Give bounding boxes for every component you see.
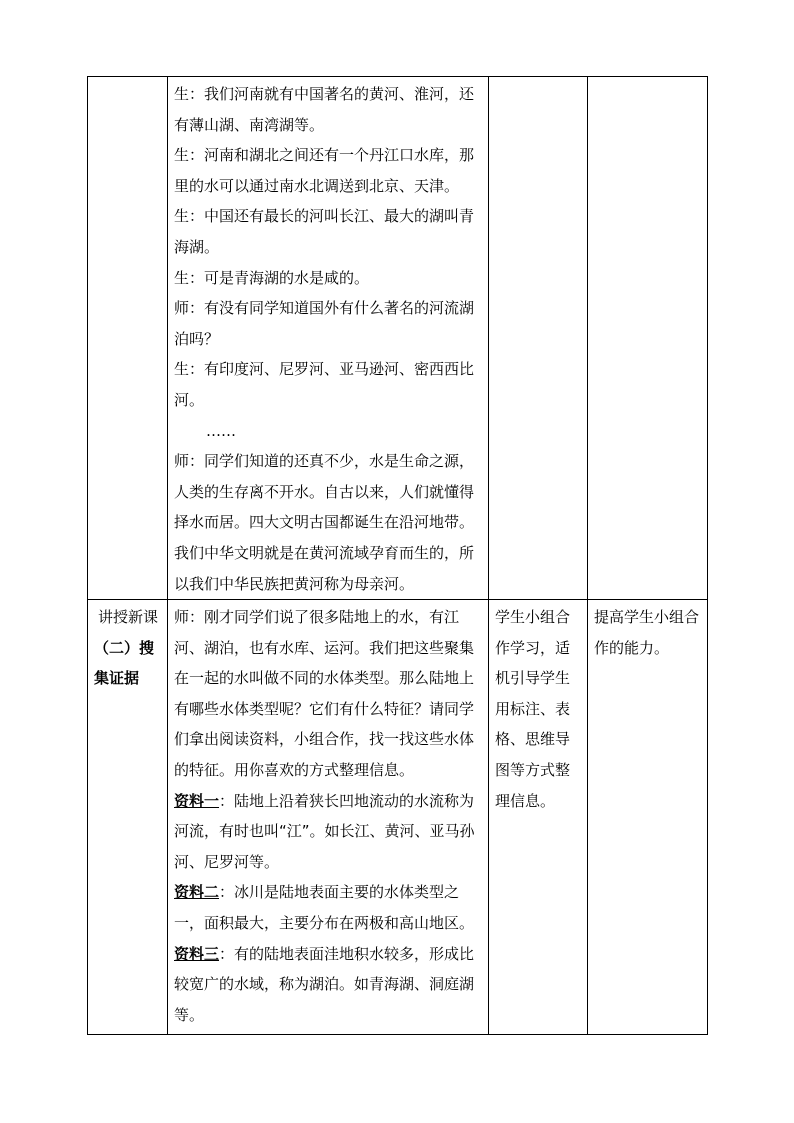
material-label: 资料三 [174,944,220,963]
stage-title: 讲授新课 [97,608,158,627]
material-label: 资料二 [174,883,220,902]
teacher-intro: 师：刚才同学们说了很多陆地上的水，有江河、湖泊，也有水库、运河。我们把这些聚集在一起的水叫做不同的水体类型。那么陆地上有哪些水体类型呢？它们有什么特征？请同学们拿出阅读资料，小组合作，找一找这些水体的特征。用你喜欢的方式整理信息。 [174,608,475,780]
dialogue-line: 师：有没有同学知道国外有什么著名的河流湖泊吗？ [174,299,475,348]
stage-cell [88,77,168,600]
material-text: ：陆地上沿着狭长凹地流动的水流称为河流，有时也叫“江”。如长江、黄河、亚马孙河、尼罗河等。 [174,791,475,871]
material-label: 资料一 [174,791,220,810]
content-cell [168,77,489,600]
dialogue-line: 生：中国还有最长的河叫长江、最大的湖叫青海湖。 [174,207,475,256]
dialogue-line: 生：河南和湖北之间还有一个丹江口水库，那里的水可以通过南水北调送到北京、天津。 [174,146,475,195]
material-three [174,939,483,1031]
table-row [88,77,708,600]
activity-cell [489,77,588,600]
intent-cell [588,77,708,600]
material-text: ：冰川是陆地表面主要的水体类型之一，面积最大，主要分布在两极和高山地区。 [174,883,475,933]
dialogue-line: 生：有印度河、尼罗河、亚马逊河、密西西比河。 [174,360,475,409]
intent-cell: 提高学生小组合作的能力。 [588,600,708,1035]
material-one [174,786,483,878]
table-row [88,600,708,1035]
material-two [174,877,483,938]
dialogue-line: 生：我们河南就有中国著名的黄河、淮河，还有薄山湖、南湾湖等。 [174,85,475,134]
stage-subtitle: （二）搜集证据 [94,638,155,688]
material-text: ：有的陆地表面洼地积水较多，形成比较宽广的水域，称为湖泊。如青海湖、洞庭湖等。 [174,944,475,1024]
dialogue-line: 师：同学们知道的还真不少，水是生命之源，人类的生存离不开水。自古以来，人们就懂得择水而居。四大文明古国都诞生在沿河地带。我们中华文明就是在黄河流域孕育而生的，所以我们中华民族把黄河称为母亲河。 [174,452,475,593]
activity-cell: 学生小组合作学习，适机引导学生用标注、表格、思维导图等方式整理信息。 [489,600,588,1035]
ellipsis-line: …… [206,421,236,440]
content-cell [168,600,489,1035]
lesson-plan-table [87,76,708,1035]
stage-cell [88,600,168,1035]
dialogue-line: 生：可是青海湖的水是咸的。 [174,268,370,287]
